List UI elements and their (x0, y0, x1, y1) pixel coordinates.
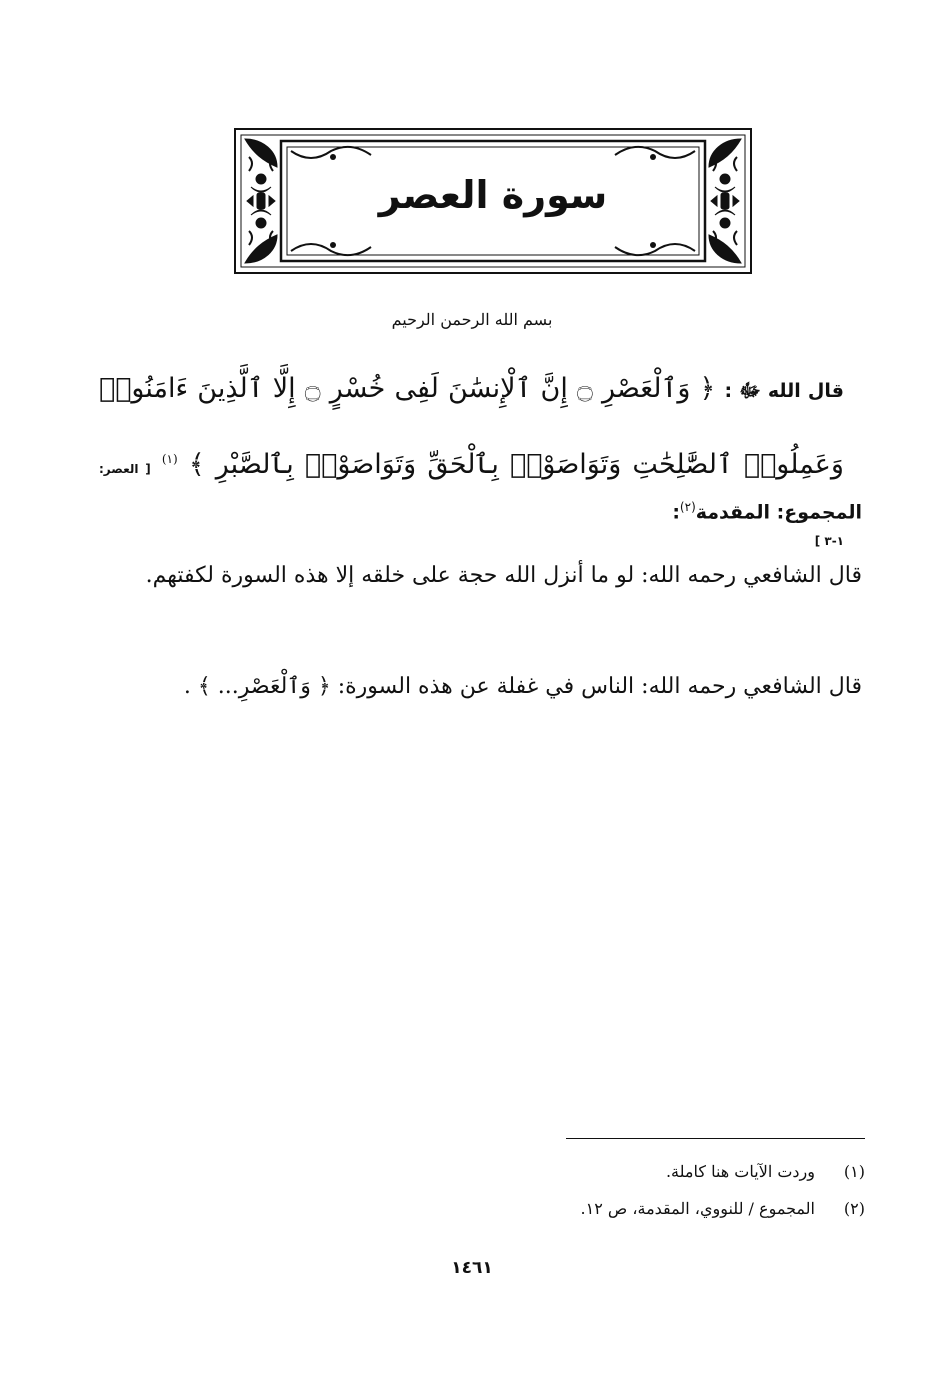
footnote-text: المجموع / للنووي، المقدمة، ص ١٢. (580, 1199, 815, 1218)
footnote-number: (٢) (843, 1199, 865, 1218)
section-heading (672, 500, 862, 523)
verse-reference: [ العصر: ١-٣ ] (99, 462, 844, 548)
surah-title: سورة العصر (378, 173, 608, 217)
section-heading-text: المجموع: المقدمة (695, 501, 862, 524)
verse-footnote-marker: (١) (161, 452, 178, 466)
verse-intro: قال الله ﷻ : (724, 380, 844, 402)
verse-text: ﴿ وَٱلْعَصْرِ ۝ إِنَّ ٱلْإِنسَٰنَ لَفِى خُسْرٍ ۝ إِلَّا ٱلَّذِينَ ءَامَنُوا۟ وَعَمِلُوا۟ ٱلصَّٰلِحَٰتِ وَتَوَاصَوْا۟ بِٱلْحَقِّ وَتَوَاصَوْا۟ بِٱلصَّبْرِ ﴾ (99, 373, 844, 480)
footnote-item (365, 1190, 865, 1227)
section-footnote-marker: (٢) (679, 500, 696, 514)
section-heading-suffix: : (672, 501, 680, 524)
footnotes (365, 1153, 865, 1227)
basmala: بسم الله الرحمن الرحيم (391, 310, 553, 329)
verse-block (99, 355, 844, 575)
paragraph: قال الشافعي رحمه الله: لو ما أنزل الله حجة على خلقه إلا هذه السورة لكفتهم. (145, 563, 862, 588)
footnote-item (365, 1153, 865, 1190)
footnote-text: وردت الآيات هنا كاملة. (665, 1162, 815, 1181)
surah-title-frame (233, 127, 753, 275)
footnote-number: (١) (843, 1162, 865, 1181)
paragraph: قال الشافعي رحمه الله: الناس في غفلة عن هذه السورة: ﴿ وَٱلْعَصْرِ... ﴾ . (183, 674, 862, 699)
footnote-separator (566, 1138, 865, 1139)
page-number: ١٤٦١ (451, 1258, 493, 1278)
